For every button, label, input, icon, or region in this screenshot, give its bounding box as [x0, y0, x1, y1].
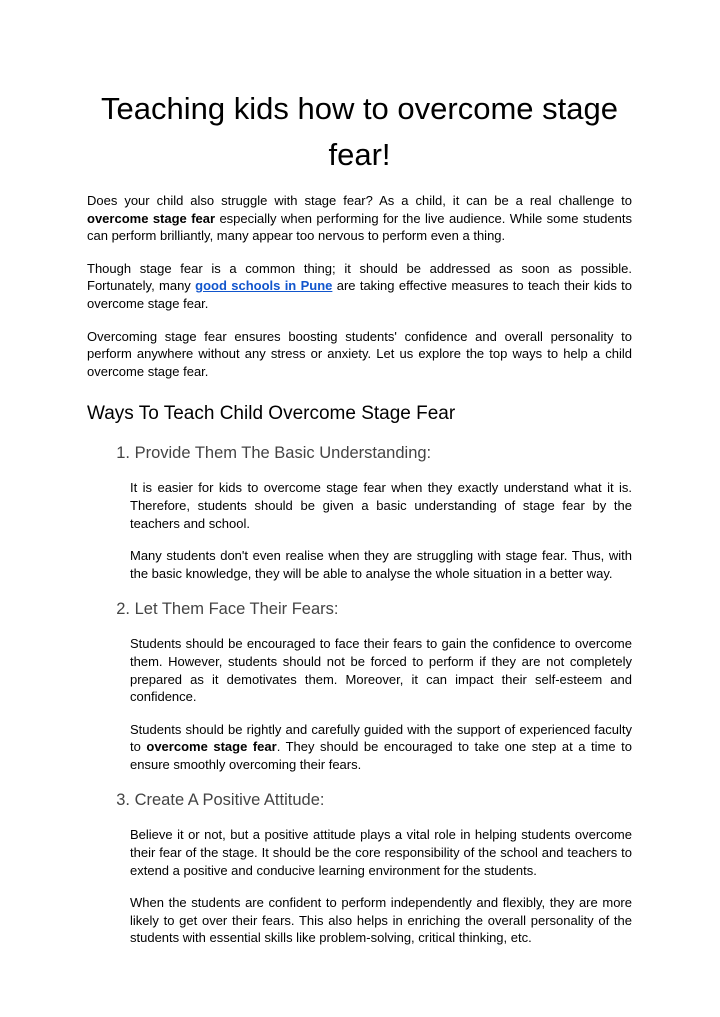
- list-item-1-paragraph-2: Many students don't even realise when they are struggling with stage fear. Thus, with the basic knowledge, they will be able to analyse the whole situation in a better way.: [130, 548, 632, 581]
- list-item-2-paragraph-2-text-a: Students should be rightly and carefully guided with the support of experienced faculty to: [130, 721, 632, 755]
- list-item-2-number: 2.: [116, 600, 130, 619]
- intro-paragraph-3: Overcoming stage fear ensures boosting students' confidence and overall personality to perform anywhere without any stress or anxiety. Let us explore the top ways to help a child overcome stage fear.: [87, 328, 632, 379]
- list-item-1-body: [130, 479, 632, 582]
- list-item-1: [87, 442, 632, 582]
- list-item-2-heading: [87, 598, 632, 620]
- list-item-2-title: Let Them Face Their Fears:: [134, 600, 339, 619]
- intro-paragraph-2-text-b: are taking effective measures to teach their kids to overcome stage fear.: [87, 278, 632, 311]
- intro-paragraph-1-text-b: especially when performing for the live audience. While some students can perform brilliantly, many appear too nervous to perform even a thing.: [87, 210, 632, 244]
- list-item-3: [87, 789, 632, 947]
- list-item-2-paragraph-2-bold: overcome stage fear: [146, 739, 277, 755]
- list-item-1-title: Provide Them The Basic Understanding:: [134, 444, 432, 463]
- list-item-2: [87, 598, 632, 773]
- list-item-3-number: 3.: [116, 791, 130, 810]
- list-item-1-number: 1.: [116, 444, 130, 463]
- section-heading: Ways To Teach Child Overcome Stage Fear: [87, 403, 456, 425]
- intro-paragraph-1: [87, 192, 632, 245]
- list-item-1-paragraph-1: It is easier for kids to overcome stage fear when they exactly understand what it is. Therefore, students should be given a basic understanding of stage fear by the teachers and school.: [130, 480, 632, 531]
- page-title: Teaching kids how to overcome stage fear!: [101, 91, 618, 172]
- intro-paragraph-1-text-a: Does your child also struggle with stage fear? As a child, it can be a real challenge to: [87, 193, 632, 208]
- list-item-2-paragraph-2: [130, 721, 632, 774]
- list-item-3-body: [130, 826, 632, 947]
- list-item-1-heading: [87, 442, 632, 464]
- good-schools-link[interactable]: good schools in Pune: [195, 278, 333, 294]
- list-item-2-paragraph-1: Students should be encouraged to face their fears to gain the confidence to overcome them. However, students should not be forced to perform if they are not completely prepared as it demotivates them. Moreover, it can impact their self-esteem and confidence.: [130, 636, 632, 705]
- list-item-3-title: Create A Positive Attitude:: [134, 791, 325, 810]
- list-item-3-heading: [87, 789, 632, 811]
- intro-paragraph-2: [87, 260, 632, 313]
- list-item-2-body: [130, 635, 632, 773]
- list-item-2-paragraph-2-text-b: . They should be encouraged to take one step at a time to ensure smoothly overcoming their fears.: [130, 739, 632, 772]
- intro-paragraph-1-bold: overcome stage fear: [87, 210, 216, 226]
- list-item-3-paragraph-2: When the students are confident to perform independently and flexibly, they are more likely to get over their fears. This also helps in enriching the overall personality of the students with essential skills like problem-solving, critical thinking, etc.: [130, 895, 632, 946]
- document-page: [87, 86, 632, 947]
- list-item-3-paragraph-1: Believe it or not, but a positive attitude plays a vital role in helping students overcome their fear of the stage. It should be the core responsibility of the school and teachers to extend a positive and conducive learning environment for the students.: [130, 827, 632, 878]
- intro-paragraph-2-text-a: Though stage fear is a common thing; it should be addressed as soon as possible. Fortunately, many: [87, 260, 632, 294]
